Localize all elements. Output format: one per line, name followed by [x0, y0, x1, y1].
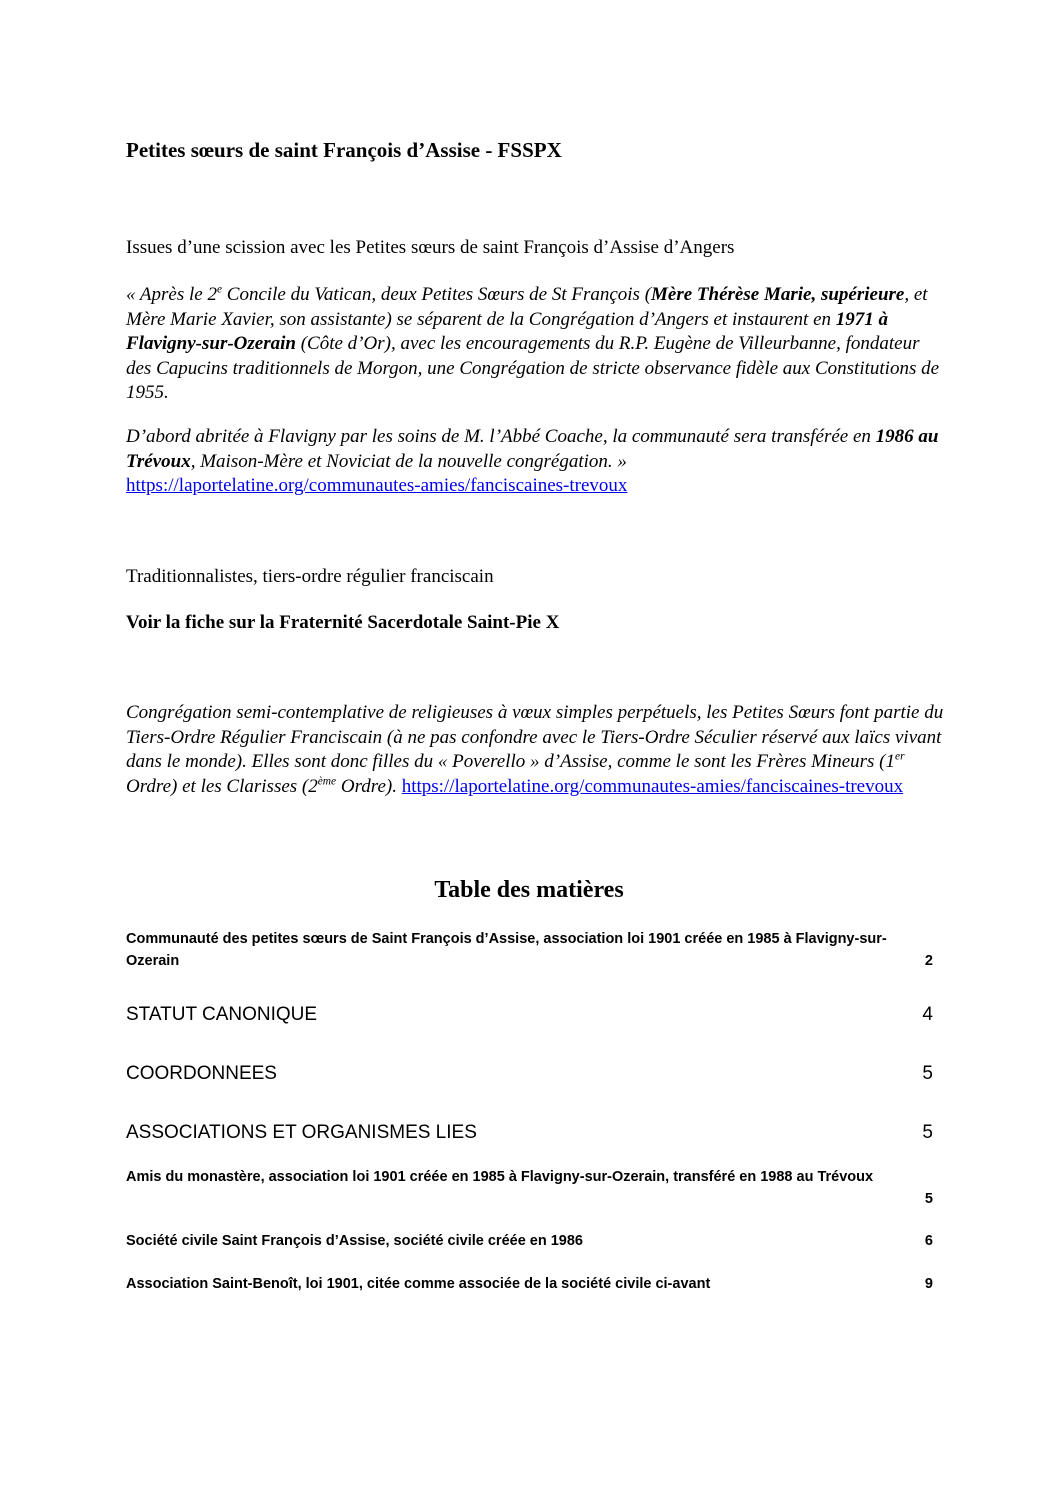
- description-text-a: Congrégation semi-contemplative de religieuses à vœux simples perpétuels, les Petites Sœurs font partie du Tiers-Ordre Régulier Franciscain (à ne pas confondre avec le Tiers-Ordre Séculier réservé aux laïcs vivant dans le monde). Elles sont donc filles du « Poverello » d’Assise, comme le sont les Frères Mineurs (1: [126, 702, 944, 772]
- description-sup-1: er: [895, 750, 905, 763]
- toc-entry-page: 9: [924, 1276, 933, 1292]
- toc-entry[interactable]: [126, 1230, 933, 1252]
- description-text-c: Ordre).: [336, 775, 402, 797]
- page-title: Petites sœurs de saint François d’Assise - FSSPX: [126, 138, 562, 162]
- toc-entry-page: 5: [924, 1191, 933, 1207]
- description-sup-2: ème: [317, 775, 337, 788]
- quote2-text-a: D’abord abritée à Flavigny par les soins de M. l’Abbé Coache, la communauté sera transférée en: [126, 426, 876, 447]
- quote1-text-c: , et Mère Marie Xavier, son assistante) se séparent de la Congrégation d’Angers et instaurent en: [126, 284, 928, 330]
- quote1-bold-place: 1971 à Flavigny-sur-Ozerain: [126, 308, 889, 354]
- toc-entry[interactable]: [126, 1166, 933, 1210]
- toc-entry[interactable]: [126, 1273, 933, 1295]
- toc-entry-page: 6: [924, 1233, 933, 1249]
- classification-text: Traditionnalistes, tiers-ordre régulier franciscain: [126, 566, 494, 587]
- quote1-text-d: (Côte d’Or), avec les encouragements du R.P. Eugène de Villeurbanne, fondateur des Capucins traditionnels de Morgon, une Congrégation de stricte observance fidèle aux Constitutions de 1955.: [126, 333, 940, 403]
- intro-paragraph: Issues d’une scission avec les Petites sœurs de saint François d’Assise d’Angers: [126, 237, 735, 258]
- toc-entry[interactable]: [126, 1120, 933, 1146]
- toc-entry-page: 2: [924, 953, 933, 969]
- toc-entry-label: COORDONNEES: [126, 1063, 277, 1084]
- laportelatine-link-1[interactable]: https://laportelatine.org/communautes-amies/fanciscaines-trevoux: [126, 475, 628, 496]
- toc-entry-label: Amis du monastère, association loi 1901 créée en 1985 à Flavigny-sur-Ozerain, transféré en 1988 au Trévoux: [126, 1169, 874, 1185]
- quote1-text-b: Concile du Vatican, deux Petites Sœurs de St François (: [222, 284, 652, 305]
- quote-paragraph-1: [126, 283, 946, 406]
- toc-entry-label: STATUT CANONIQUE: [126, 1004, 318, 1025]
- toc-entry-label: Société civile Saint François d’Assise, société civile créée en 1986: [126, 1233, 583, 1249]
- toc-title: Table des matières: [434, 877, 624, 903]
- toc-entry-label: ASSOCIATIONS ET ORGANISMES LIES: [126, 1122, 477, 1143]
- quote1-sup: e: [216, 283, 223, 296]
- toc-entry-page: 5: [922, 1122, 933, 1143]
- laportelatine-link-2[interactable]: https://laportelatine.org/communautes-amies/fanciscaines-trevoux: [401, 775, 904, 797]
- toc-entry[interactable]: [126, 1002, 933, 1028]
- toc-entry[interactable]: [126, 928, 933, 972]
- toc-entry[interactable]: [126, 1061, 933, 1087]
- toc-entry-label: Communauté des petites sœurs de Saint François d’Assise, association loi 1901 créée en 1985 à Flavigny-sur-Ozerain: [126, 931, 887, 969]
- description-paragraph: [126, 701, 956, 799]
- toc-entry-page: 5: [922, 1063, 933, 1084]
- toc-entry-label: Association Saint-Benoît, loi 1901, citée comme associée de la société civile ci-avant: [126, 1276, 711, 1292]
- toc-entry-page: 4: [922, 1004, 933, 1025]
- quote1-bold-name: Mère Thérèse Marie, supérieure: [651, 284, 905, 305]
- quote-paragraph-2: [126, 425, 946, 499]
- description-text-b: Ordre) et les Clarisses (2: [126, 775, 318, 797]
- see-also-link: Voir la fiche sur la Fraternité Sacerdotale Saint-Pie X: [126, 612, 560, 633]
- quote2-bold: 1986 au Trévoux: [126, 426, 939, 472]
- quote1-text-a: « Après le 2: [126, 284, 217, 305]
- quote2-text-b: , Maison-Mère et Noviciat de la nouvelle congrégation. »: [190, 450, 627, 472]
